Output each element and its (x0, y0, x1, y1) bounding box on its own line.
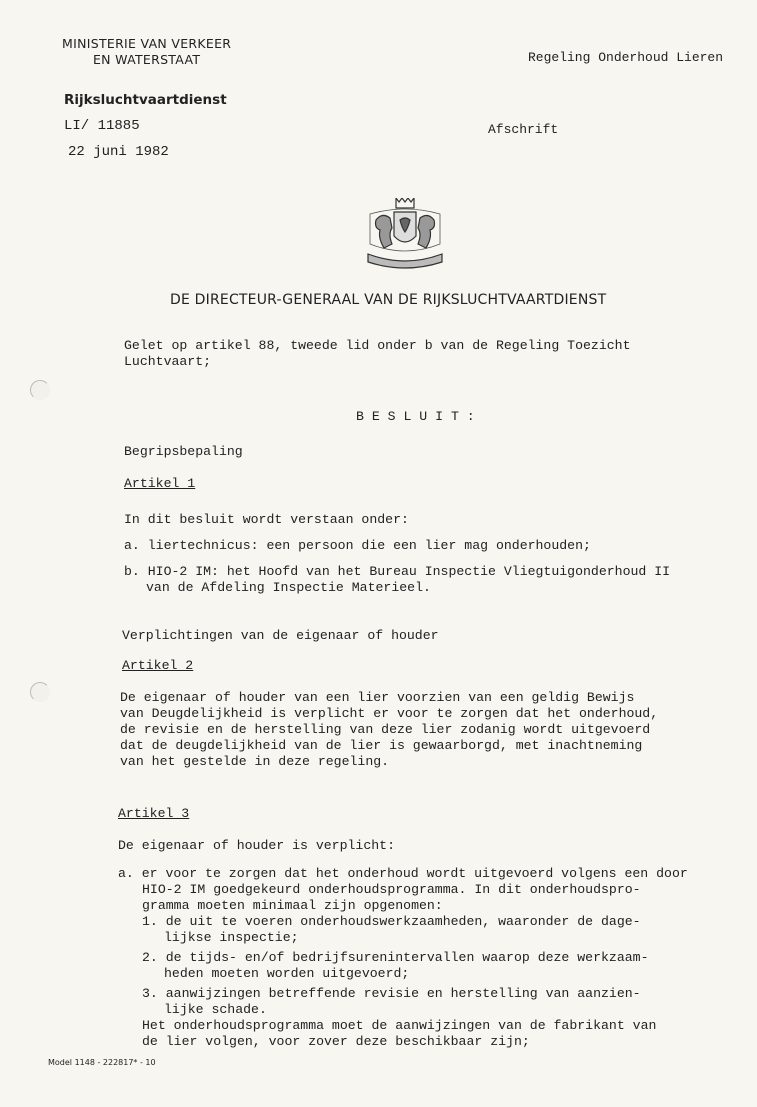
reference-number: LI/ 11885 (64, 118, 140, 134)
article-2-heading: Artikel 2 (122, 658, 194, 673)
document-date: 22 juni 1982 (68, 144, 169, 160)
article-3-item-a-line-1: a. er voor te zorgen dat het onderhoud wordt uitgevoerd volgens een door (118, 866, 688, 881)
regulation-title: Regeling Onderhoud Lieren (528, 50, 724, 65)
copy-label: Afschrift (488, 122, 559, 137)
department-name: Rijksluchtvaartdienst (64, 92, 227, 108)
article-3-intro: De eigenaar of houder is verplicht: (118, 838, 395, 853)
preamble-line-2: Luchtvaart; (124, 354, 212, 369)
article-3-item-a-line-2: HIO-2 IM goedgekeurd onderhoudsprogramma. In dit onderhoudspro- (142, 882, 641, 897)
article-2-line-5: van het gestelde in deze regeling. (120, 754, 390, 769)
form-footer: Model 1148 - 222817* - 10 (48, 1058, 156, 1067)
article-1-heading: Artikel 1 (124, 476, 196, 491)
ministry-line-2: EN WATERSTAAT (92, 52, 201, 67)
punch-hole (30, 682, 50, 702)
ministry-name (62, 36, 231, 68)
article-3-sub-2-line-2: heden moeten worden uitgevoerd; (164, 966, 410, 981)
section-heading-definitions: Begripsbepaling (124, 444, 243, 459)
article-3-closing-line-2: de lier volgen, voor zover deze beschikbaar zijn; (142, 1034, 530, 1049)
article-3-sub-2-line-1: 2. de tijds- en/of bedrijfsurenintervallen waarop deze werkzaam- (142, 950, 649, 965)
article-3-sub-3-line-1: 3. aanwijzingen betreffende revisie en herstelling van aanzien- (142, 986, 641, 1001)
article-1-item-b-line-1: b. HIO-2 IM: het Hoofd van het Bureau Inspectie Vliegtuigonderhoud II (124, 564, 671, 579)
article-3-sub-1-line-1: 1. de uit te voeren onderhoudswerkzaamheden, waaronder de dage- (142, 914, 641, 929)
article-3-item-a-line-3: gramma moeten minimaal zijn opgenomen: (142, 898, 443, 913)
article-3-sub-3-line-2: lijke schade. (164, 1002, 267, 1017)
punch-hole (30, 380, 50, 400)
article-2-line-1: De eigenaar of houder van een lier voorzien van een geldig Bewijs (120, 690, 635, 705)
article-3-closing-line-1: Het onderhoudsprogramma moet de aanwijzingen van de fabrikant van (142, 1018, 657, 1033)
article-2-line-2: van Deugdelijkheid is verplicht er voor te zorgen dat het onderhoud, (120, 706, 659, 721)
section-heading-obligations: Verplichtingen van de eigenaar of houder (122, 628, 439, 643)
article-3-heading: Artikel 3 (118, 806, 190, 821)
article-3-sub-1-line-2: lijkse inspectie; (164, 930, 299, 945)
article-1-intro: In dit besluit wordt verstaan onder: (124, 512, 409, 527)
ministry-line-1: MINISTERIE VAN VERKEER (62, 36, 232, 51)
article-1-item-a: a. liertechnicus: een persoon die een lier mag onderhouden; (124, 538, 591, 553)
article-1-item-b-line-2: van de Afdeling Inspectie Materieel. (146, 580, 431, 595)
document-title: DE DIRECTEUR-GENERAAL VAN DE RIJKSLUCHTVAARTDIENST (170, 292, 607, 308)
article-2-line-3: de revisie en de herstelling van deze lier zodanig wordt uitgevoerd (120, 722, 651, 737)
coat-of-arms-icon (362, 198, 448, 270)
decision-heading: B E S L U I T : (356, 409, 475, 424)
preamble-line-1: Gelet op artikel 88, tweede lid onder b van de Regeling Toezicht (124, 338, 631, 353)
article-2-line-4: dat de deugdelijkheid van de lier is gewaarborgd, met inachtneming (120, 738, 643, 753)
